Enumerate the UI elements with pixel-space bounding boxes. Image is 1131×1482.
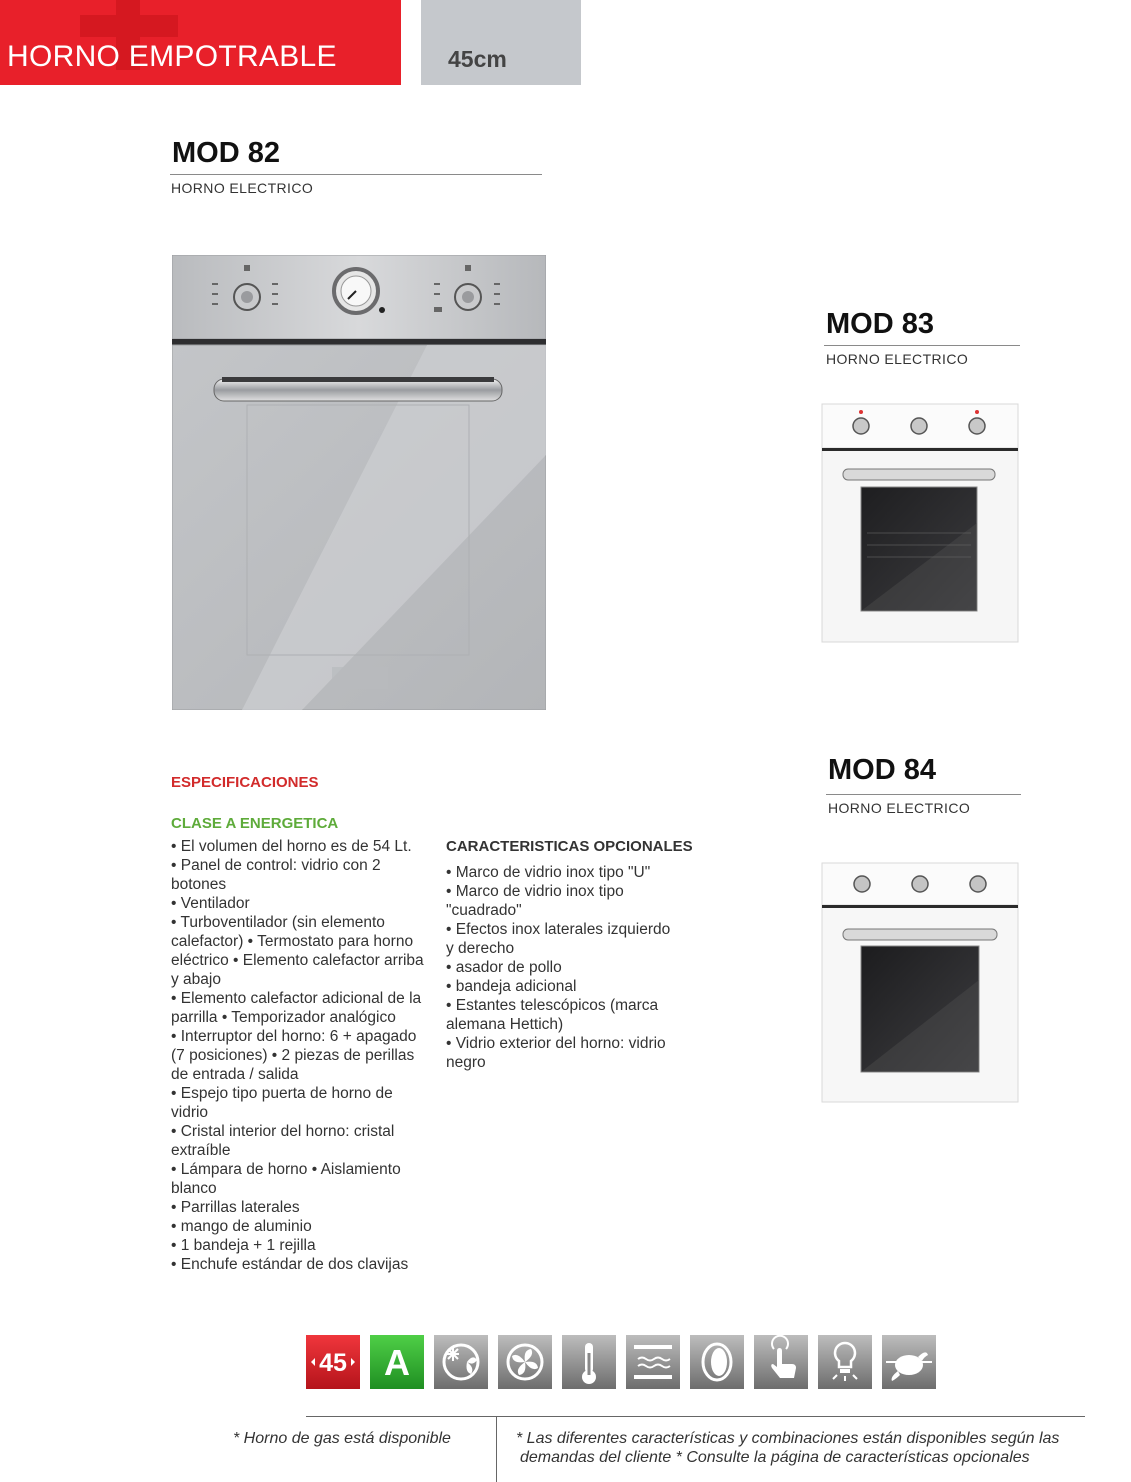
optional-list xyxy=(446,863,671,1072)
spec-item: • Enchufe estándar de dos clavijas xyxy=(171,1256,409,1273)
footer-rule xyxy=(306,1416,1085,1417)
lamp-icon xyxy=(818,1335,872,1389)
model-rule-84 xyxy=(826,794,1021,795)
optional-item: • Efectos inox laterales izquierdo y derecho xyxy=(446,921,671,957)
optional-item: • Estantes telescópicos (marca alemana Hettich) xyxy=(446,997,659,1033)
model-title-83: MOD 83 xyxy=(826,308,934,340)
spec-item: • Lámpara de horno • Aislamiento blanco xyxy=(171,1161,401,1197)
spec-item: • El volumen del horno es de 54 Lt. xyxy=(171,838,412,855)
optional-item: • Marco de vidrio inox tipo "cuadrado" xyxy=(446,883,624,919)
footer-divider xyxy=(496,1416,497,1482)
model-rule-83 xyxy=(824,345,1020,346)
cross-logo-horizontal xyxy=(80,15,178,37)
model-title-82: MOD 82 xyxy=(172,137,280,169)
fan-icon xyxy=(498,1335,552,1389)
specs-heading: ESPECIFICACIONES xyxy=(171,774,319,791)
spec-item: • Interruptor del horno: 6 + apagado (7 posiciones) • 2 piezas de perillas de entrada / salida xyxy=(171,1028,417,1083)
specs-list xyxy=(171,837,426,1274)
header-title: HORNO EMPOTRABLE xyxy=(7,40,337,73)
oven-image-mod-83 xyxy=(821,403,1019,643)
footer-note-gas: * Horno de gas está disponible xyxy=(233,1430,451,1447)
rotisserie-chicken-icon xyxy=(882,1335,936,1389)
footer-note-options-line2: demandas del cliente * Consulte la página de características opcionales xyxy=(520,1449,1030,1466)
footer-note-options-line1: * Las diferentes características y combinaciones están disponibles según las xyxy=(516,1430,1060,1447)
spec-item: • 1 bandeja + 1 rejilla xyxy=(171,1237,316,1254)
touch-control-icon xyxy=(754,1335,808,1389)
energy-class-heading: CLASE A ENERGETICA xyxy=(171,815,339,832)
spec-item: • Panel de control: vidrio con 2 botones xyxy=(171,857,381,893)
header-banner xyxy=(0,0,401,85)
model-subtitle-82: HORNO ELECTRICO xyxy=(171,180,314,196)
spec-item: • Turboventilador (sin elemento calefactor) • Termostato para horno eléctrico • Elemento calefactor arriba y abajo xyxy=(171,914,424,988)
optional-item: • bandeja adicional xyxy=(446,978,577,995)
feature-icons xyxy=(306,1335,934,1389)
model-subtitle-84: HORNO ELECTRICO xyxy=(828,800,971,816)
spec-item: • Ventilador xyxy=(171,895,250,912)
model-rule-82 xyxy=(170,174,542,175)
optional-item: • Vidrio exterior del horno: vidrio negro xyxy=(446,1035,666,1071)
spec-item: • Espejo tipo puerta de horno de vidrio xyxy=(171,1085,393,1121)
heating-elements-icon xyxy=(626,1335,680,1389)
model-title-84: MOD 84 xyxy=(828,754,936,786)
optional-item: • Marco de vidrio inox tipo "U" xyxy=(446,864,651,881)
optional-item: • asador de pollo xyxy=(446,959,562,976)
oven-image-mod-82 xyxy=(172,255,546,710)
width-45-icon xyxy=(306,1335,360,1389)
defrost-fan-icon xyxy=(434,1335,488,1389)
spec-item: • Cristal interior del horno: cristal extraíble xyxy=(171,1123,395,1159)
oven-image-mod-84 xyxy=(821,862,1019,1103)
model-subtitle-83: HORNO ELECTRICO xyxy=(826,351,969,367)
spec-item: • Parrillas laterales xyxy=(171,1199,300,1216)
header-size: 45cm xyxy=(448,46,507,72)
energy-class-a-icon xyxy=(370,1335,424,1389)
width-45-label: 45 xyxy=(319,1349,347,1377)
energy-class-a-label: A xyxy=(384,1342,410,1383)
optional-heading: CARACTERISTICAS OPCIONALES xyxy=(446,838,693,855)
thermometer-icon xyxy=(562,1335,616,1389)
spec-item: • mango de aluminio xyxy=(171,1218,312,1235)
timer-dial-icon xyxy=(690,1335,744,1389)
spec-item: • Elemento calefactor adicional de la parrilla • Temporizador analógico xyxy=(171,990,422,1026)
